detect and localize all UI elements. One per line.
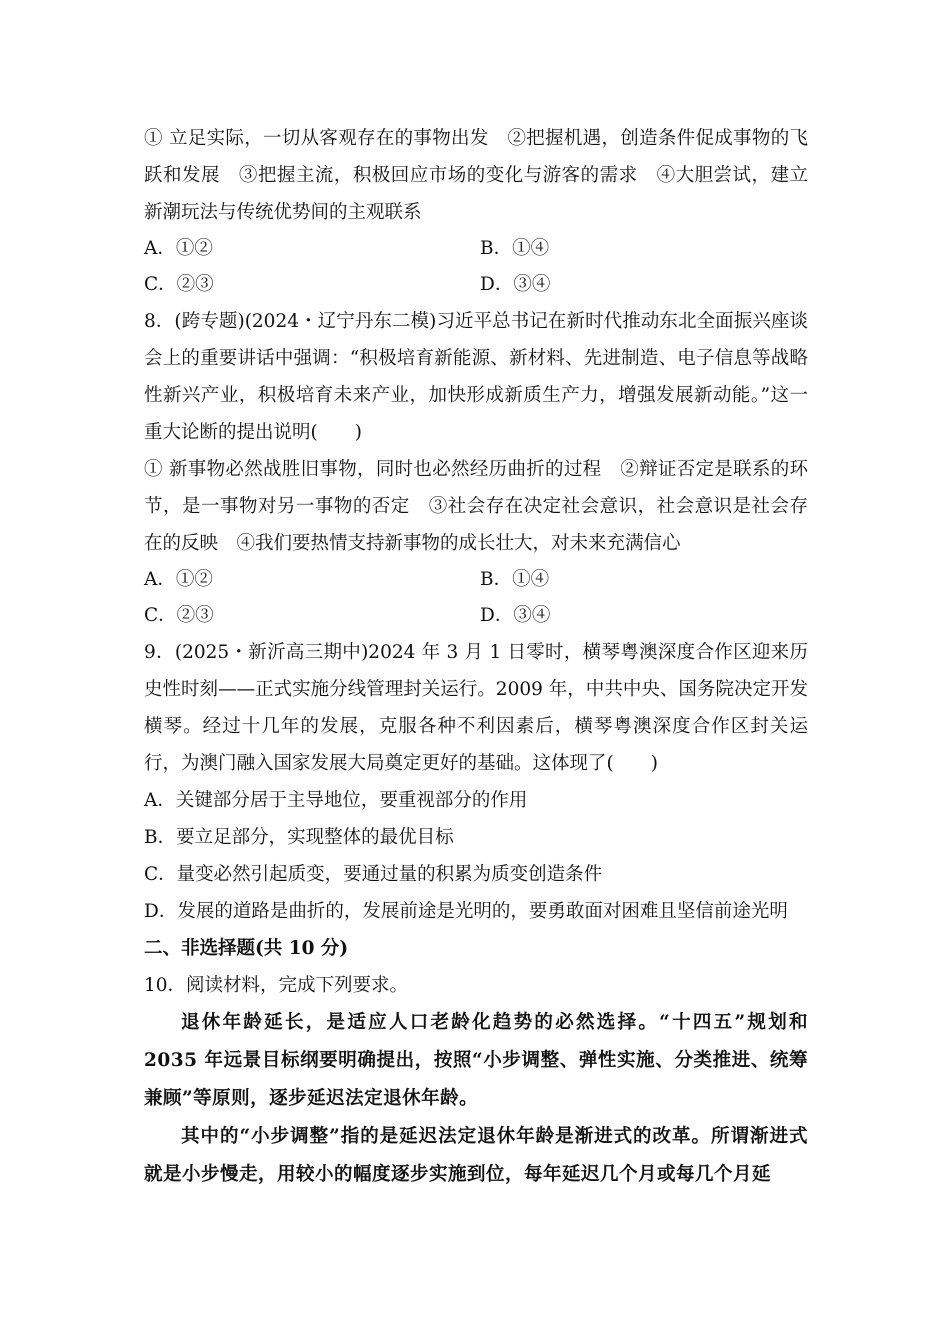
q9-option-d[interactable]: D．发展的道路是曲折的，发展前途是光明的，要勇敢面对困难且坚信前途光明 xyxy=(144,901,788,922)
q7-option-b[interactable]: B．①④ xyxy=(480,238,550,259)
q10-stem: 10．阅读材料，完成下列要求。 xyxy=(144,975,409,996)
q9-option-a[interactable]: A．关键部分居于主导地位，要重视部分的作用 xyxy=(144,790,528,811)
q7-statements: ① 立足实际，一切从客观存在的事物出发 ②把握机遇，创造条件促成事物的飞跃和发展 ③把握主流，积极回应市场的变化与游客的需求 ④大胆尝试，建立新潮玩法与传统优势间的主观联系 xyxy=(144,128,808,223)
q7-option-c[interactable]: C．②③ xyxy=(144,274,214,295)
q9-option-c[interactable]: C．量变必然引起质变，要通过量的积累为质变创造条件 xyxy=(144,864,603,885)
q7-option-d[interactable]: D．③④ xyxy=(480,274,551,295)
q8-option-d[interactable]: D．③④ xyxy=(480,605,551,626)
q7-options-row-2 xyxy=(144,267,808,303)
q8-option-a[interactable]: A．①② xyxy=(144,569,213,590)
q7-option-a[interactable]: A．①② xyxy=(144,238,213,259)
page-content xyxy=(144,120,808,1194)
q7-options-row-1 xyxy=(144,231,808,267)
section-title: 二、非选择题(共 10 分) xyxy=(144,938,349,959)
q10-material-para-2: 其中的“小步调整”指的是延迟法定退休年龄是渐进式的改革。所谓渐进式就是小步慢走，用较小的幅度逐步实施到位，每年延迟几个月或每几个月延 xyxy=(144,1126,808,1185)
q8-option-c[interactable]: C．②③ xyxy=(144,605,214,626)
q9-option-b[interactable]: B．要立足部分，实现整体的最优目标 xyxy=(144,827,454,848)
q8-options-row-2 xyxy=(144,598,808,634)
q8-stem: 8．(跨专题)(2024・辽宁丹东二模)习近平总书记在新时代推动东北全面振兴座谈会上的重要讲话中强调：“积极培育新能源、新材料、先进制造、电子信息等战略性新兴产业，积极培育未来产业，加快形成新质生产力，增强发展新动能。”这一重大论断的提出说明( ) xyxy=(144,311,808,443)
q9-stem: 9．(2025・新沂高三期中)2024 年 3 月 1 日零时，横琴粤澳深度合作区迎来历史性时刻——正式实施分线管理封关运行。2009 年，中共中央、国务院决定开发横琴。经过十几年的发展，克服各种不利因素后，横琴粤澳深度合作区封关运行，为澳门融入国家发展大局奠定更好的基础。这体现了( ) xyxy=(144,642,808,774)
q8-option-b[interactable]: B．①④ xyxy=(480,569,550,590)
q10-material-para-1: 退休年龄延长，是适应人口老龄化趋势的必然选择。“十四五”规划和 2035 年远景目标纲要明确提出，按照“小步调整、弹性实施、分类推进、统筹兼顾”等原则，逐步延迟法定退休年龄。 xyxy=(144,1012,808,1109)
q8-options-row-1 xyxy=(144,562,808,598)
q8-statements: ① 新事物必然战胜旧事物，同时也必然经历曲折的过程 ②辩证否定是联系的环节，是一事物对另一事物的否定 ③社会存在决定社会意识，社会意识是社会存在的反映 ④我们要热情支持新事物的成长壮大，对未来充满信心 xyxy=(144,459,808,554)
